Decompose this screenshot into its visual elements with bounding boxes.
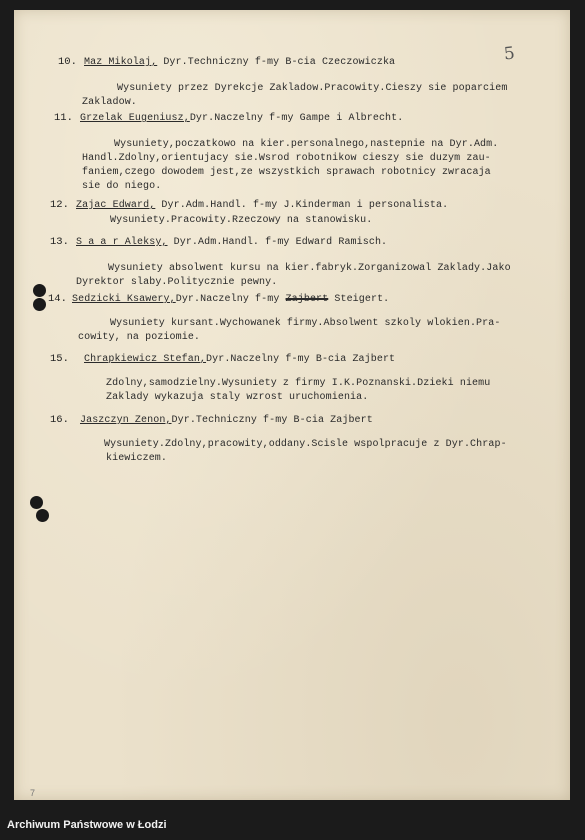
entry-heading [80,414,373,427]
person-title: Dyr.Adm.Handl. f-my Edward Ramisch. [167,237,388,248]
punch-hole [36,509,49,522]
punch-hole [30,496,43,509]
entry-heading [84,56,395,69]
entry-text-line: Zakladow. [82,97,137,108]
entry-number: 14. [48,293,67,305]
entry-text-line: Zdolny,samodzielny.Wysuniety z firmy I.K.Poznanski.Dzieki niemu [106,378,491,389]
entry-text-line: cowity, na poziomie. [78,332,201,343]
person-title: Dyr.Adm.Handl. f-my J.Kinderman i personalista. [155,200,449,211]
person-name: Zajac Edward, [76,200,156,211]
person-name: S a a r Aleksy, [76,237,168,248]
entry-heading [76,199,448,212]
entry-text-line: Wysuniety kursant.Wychowanek firmy.Absolwent szkoly wlokien.Pra- [110,318,501,329]
entry-text-line: Handl.Zdolny,orientujacy sie.Wsrod robotnikow cieszy sie duzym zau- [82,153,491,164]
person-title-continued: Steigert. [328,294,390,305]
entry-text-line: faniem,czego dowodem jest,ze wszystkich sprawach robotnicy zwracaja [82,167,491,178]
person-name: Maz Mikolaj, [84,57,158,68]
archive-name: Archiwum Państwowe w Łodzi [7,819,167,831]
document-page [14,10,570,800]
entry-number: 11. [54,112,73,124]
entry-text-line: Zaklady wykazuja staly wzrost uruchomienia. [106,392,369,403]
punch-hole [33,284,46,297]
person-title: Dyr.Naczelny f-my Gampe i Albrecht. [189,113,404,124]
entry-number: 12. [50,199,69,211]
entry-text-line: sie do niego. [82,181,162,192]
entry-text-line: Wysuniety przez Dyrekcje Zakladow.Pracowity.Cieszy sie poparciem [117,83,508,94]
corner-mark: 7 [30,788,36,798]
punch-hole [33,298,46,311]
entry-text-line: Wysuniety absolwent kursu na kier.fabryk.Zorganizowal Zaklady.Jako [108,263,511,274]
person-title: Dyr.Techniczny f-my B-cia Czeczowiczka [157,57,396,68]
person-name: Grzelak Eugeniusz, [80,113,190,124]
entry-text-line: kiewiczem. [106,453,168,464]
person-name: Jaszczyn Zenon, [80,415,172,426]
person-title: Dyr.Naczelny f-my B-cia Zajbert [206,354,396,365]
entry-number: 13. [50,236,69,248]
entry-number: 16. [50,414,69,426]
entry-number: 15. [50,353,69,365]
page-number: 5 [502,43,516,65]
entry-text-line: Dyrektor slaby.Politycznie pewny. [76,277,278,288]
person-title: Dyr.Naczelny f-my [175,294,286,305]
entry-text-line: Wysuniety.Pracowity.Rzeczowy na stanowisku. [110,215,373,226]
person-title: Dyr.Techniczny f-my B-cia Zajbert [171,415,373,426]
person-name: Chrapkiewicz Stefan, [84,354,207,365]
entry-heading [76,236,387,249]
entry-heading [84,353,395,366]
archive-footer [0,815,585,840]
entry-text-line: Wysuniety.Zdolny,pracowity,oddany.Scisle wspolpracuje z Dyr.Chrap- [104,439,507,450]
person-name: Sedzicki Ksawery, [72,294,176,305]
entry-heading [72,293,389,306]
entry-text-line: Wysuniety,poczatkowo na kier.personalnego,nastepnie na Dyr.Adm. [114,139,499,150]
struck-text: Zajbert [285,294,329,305]
entry-number: 10. [58,56,77,68]
entry-heading [80,112,403,125]
